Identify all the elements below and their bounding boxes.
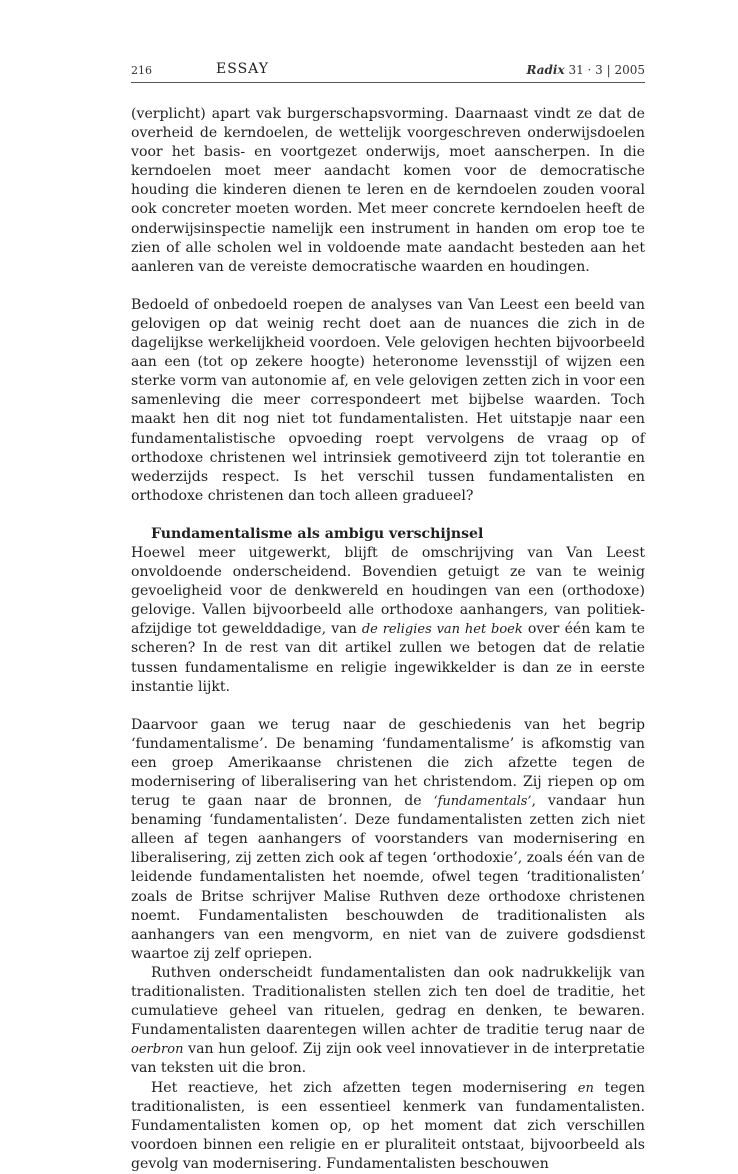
paragraph-text: over één kam te scheren? In de rest van dit artikel zullen we betogen dat de relatie tussen fundamentalisme en religie ingewikkelder is dan ze in eerste instantie lijkt. <box>131 621 645 695</box>
paragraph-text: Ruthven onderscheidt fundamentalisten dan ook nadrukkelijk van traditionalisten. Traditionalisten stellen zich ten doel de traditie, het cumulatieve geheel van rituelen, gedrag en denken, te bewaren. Fundamentalisten daarentegen willen achter de traditie terug naar de <box>131 964 645 1039</box>
page-number: 216 <box>131 64 152 77</box>
section-title: ESSAY <box>216 61 269 77</box>
paragraph-text: Daarvoor gaan we terug naar de geschiedenis van het begrip ‘fundamentalisme’. De benaming ‘fundamentalisme’ is afkomstig van een groep Amerikaanse christenen die zich afzette tegen de modernisering of liberalisering van het christendom. Zij riepen op om terug te gaan naar de bronnen, de <box>131 716 645 810</box>
section-heading: Fundamentalisme als ambigu verschijnsel <box>151 525 484 542</box>
paragraph <box>131 1079 645 1174</box>
paragraph-text: Hoewel meer uitgewerkt, blijft de omschrijving van Van Leest onvoldoende onderscheidend. Bovendien getuigt ze van te weinig gevoeligheid voor de denkwereld en houdingen van een (orthodoxe) gelovige. Vallen bijvoorbeeld alle orthodoxe aanhangers, van politiek-afzijdige tot gewelddadige, van <box>131 544 645 638</box>
paragraph: (verplicht) apart vak burgerschapsvorming. Daarnaast vindt ze dat de overheid de kerndoelen, de wettelijk voorgeschreven onderwijsdoelen voor het basis- en voortgezet onderwijs, moet aanscherpen. In die kerndoelen moet meer aandacht komen voor de democratische houding die kinderen dienen te leren en de kerndoelen zouden vooral ook concreter moeten worden. Met meer concrete kerndoelen heeft de onderwijsinspectie namelijk een instrument in handen om erop toe te zien of alle scholen wel in voldoende mate aandacht besteden aan het aanleren van de vereiste democratische waarden en houdingen. <box>131 106 645 275</box>
paragraph-text: tegen traditionalisten, is een essentieel kenmerk van fundamentalisten. Fundamentalisten komen op, op het moment dat zich verschillen voordoen binnen een religie en er pluraliteit ontstaat, bijvoorbeeld als gevolg van modernisering. Fundamentalisten beschouwen <box>131 1079 645 1172</box>
paragraph-text: , vandaar hun benaming ‘fundamentalisten’. Deze fundamentalisten zetten zich niet alleen af tegen aanhangers of voorstanders van modernisering en liberalisering, zij zetten zich ook af tegen ‘orthodoxie’, zoals één van de leidende fundamentalisten het noemde, ofwel tegen ‘traditionalisten’ zoals de Britse schrijver Malise Ruthven deze orthodoxe christenen noemt. Fundamentalisten beschouwden de traditionalisten als aanhangers van een mengvorm, en niet van de zuivere godsdienst waartoe zij zelf opriepen. <box>131 793 645 962</box>
paragraph <box>131 964 645 1079</box>
emphasis: oerbron <box>131 1042 184 1058</box>
article-body <box>131 105 645 1174</box>
paragraph-text: van hun geloof. Zij zijn ook veel innovatiever in de interpretatie van teksten uit die bron. <box>131 1041 645 1077</box>
emphasis: de religies van het boek <box>361 622 523 638</box>
journal-issue: 31 · 3 | 2005 <box>568 63 645 77</box>
journal-name: Radix <box>526 63 565 77</box>
header-rule <box>131 82 645 83</box>
paragraph <box>131 544 645 697</box>
emphasis: en <box>577 1080 594 1096</box>
paragraph: Bedoeld of onbedoeld roepen de analyses van Van Leest een beeld van gelovigen op dat weinig recht doet aan de nuances die zich in de dagelijkse werkelijkheid voordoen. Vele gelovigen hechten bijvoorbeeld aan een (tot op zekere hoogte) heteronome levensstijl of wijzen een sterke vorm van autonomie af, en vele gelovigen zetten zich in voor een samenleving die meer correspondeert met bijbelse waarden. Toch maakt hen dit nog niet tot fundamentalisten. Het uitstapje naar een fundamentalistische opvoeding roept vervolgens de vraag op of orthodoxe christenen wel intrinsiek gemotiveerd zijn tot tolerantie en wederzijds respect. Is het verschil tussen fundamentalisten en orthodoxe christenen dan toch alleen gradueel? <box>131 296 645 504</box>
running-header <box>0 60 738 80</box>
journal-reference <box>526 63 645 77</box>
paragraph <box>131 716 645 964</box>
emphasis: ‘fundamentals’ <box>433 794 532 810</box>
paragraph-text: Het reactieve, het zich afzetten tegen modernisering <box>151 1079 578 1096</box>
